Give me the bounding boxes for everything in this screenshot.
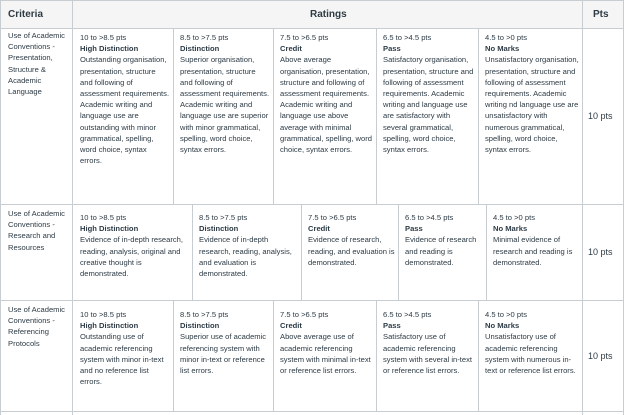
divider: [173, 28, 174, 204]
rating-points: 10 to >8.5 pts: [80, 213, 127, 222]
divider: [0, 204, 624, 205]
rating-cell[interactable]: [80, 212, 189, 279]
rating-points: 4.5 to >0 pts: [485, 33, 528, 42]
rating-description: Minimal evidence of research and reading is demonstrated.: [493, 235, 573, 267]
rating-cell[interactable]: [485, 309, 579, 376]
rating-points: 4.5 to >0 pts: [485, 310, 528, 319]
divider: [478, 28, 479, 204]
divider: [173, 300, 174, 411]
rating-cell[interactable]: [485, 32, 579, 155]
rating-points: 6.5 to >4.5 pts: [383, 310, 432, 319]
divider: [376, 300, 377, 411]
rating-points: 8.5 to >7.5 pts: [180, 33, 229, 42]
criterion-points: 10 pts: [588, 111, 613, 121]
divider: [582, 0, 583, 415]
rating-description: Outstanding use of academic referencing system with minor in-text and no reference list errors.: [80, 332, 164, 387]
rating-points: 7.5 to >6.5 pts: [280, 310, 329, 319]
divider: [398, 204, 399, 300]
rating-description: Evidence of research, reading, and evaluation is demonstrated.: [308, 235, 395, 267]
rating-cell[interactable]: [180, 32, 270, 155]
rating-description: Satisfactory organisation, presentation, structure and following of assessment requirements. Academic writing and language use are satisfactory with several grammatical, spelling, word choice, syntax errors.: [383, 55, 474, 155]
rating-cell[interactable]: [308, 212, 396, 268]
rating-points: 10 to >8.5 pts: [80, 310, 127, 319]
rating-label: Pass: [405, 224, 423, 234]
rating-label: No Marks: [485, 44, 520, 54]
divider: [0, 300, 624, 301]
rating-cell[interactable]: [80, 309, 170, 387]
rating-cell[interactable]: [280, 32, 373, 155]
rating-points: 7.5 to >6.5 pts: [308, 213, 357, 222]
rating-cell[interactable]: [80, 32, 170, 166]
rating-label: Credit: [280, 44, 302, 54]
divider: [0, 411, 624, 412]
pts-header: Pts: [593, 9, 609, 20]
rating-label: Pass: [383, 321, 401, 331]
rating-label: Credit: [308, 224, 330, 234]
divider: [376, 28, 377, 204]
rating-cell[interactable]: [383, 32, 475, 155]
criterion-points: 10 pts: [588, 247, 613, 257]
criterion-points: 10 pts: [588, 351, 613, 361]
rating-label: Distinction: [180, 321, 220, 331]
rating-description: Unsatisfactory organisation, presentation, structure and following of assessment requirements. Academic writing nd language use are unsatisfactory with numerous grammatical, spelling, word choice, syntax errors.: [485, 55, 579, 155]
rating-label: Distinction: [180, 44, 220, 54]
rating-cell[interactable]: [199, 212, 298, 279]
rating-description: Evidence of in-depth research, reading, analysis, original and creative thought is demonstrated.: [80, 235, 183, 279]
rating-description: Unsatisfactory use of academic referencing system with numerous in-text or reference list errors.: [485, 332, 576, 376]
divider: [486, 204, 487, 300]
rating-label: Credit: [280, 321, 302, 331]
ratings-header: Ratings: [310, 9, 347, 20]
rating-points: 6.5 to >4.5 pts: [405, 213, 454, 222]
divider: [273, 300, 274, 411]
criterion-label: Use of Academic Conventions - Presentation, Structure & Academic Language: [8, 31, 65, 97]
rating-label: High Distinction: [80, 44, 139, 54]
divider: [72, 0, 73, 415]
rating-label: Pass: [383, 44, 401, 54]
rating-cell[interactable]: [180, 309, 270, 376]
divider: [0, 0, 1, 415]
rating-label: No Marks: [493, 224, 528, 234]
rating-points: 8.5 to >7.5 pts: [180, 310, 229, 319]
rating-label: High Distinction: [80, 321, 139, 331]
divider: [0, 0, 624, 1]
rating-description: Evidence of research and reading is demonstrated.: [405, 235, 477, 267]
rating-label: High Distinction: [80, 224, 139, 234]
divider: [478, 300, 479, 411]
rating-points: 8.5 to >7.5 pts: [199, 213, 248, 222]
rating-cell[interactable]: [405, 212, 484, 268]
rating-points: 10 to >8.5 pts: [80, 33, 127, 42]
rating-points: 6.5 to >4.5 pts: [383, 33, 432, 42]
rating-description: Superior use of academic referencing system with minor in-text or reference list errors.: [180, 332, 267, 376]
rating-label: Distinction: [199, 224, 239, 234]
rating-description: Superior organisation, presentation, structure and following of assessment requirements. Academic writing and language use are superior with minor grammatical, spelling, word choice, syntax errors.: [180, 55, 270, 155]
rating-description: Above average use of academic referencing system with minimal in-text or reference list errors.: [280, 332, 371, 376]
rating-points: 4.5 to >0 pts: [493, 213, 536, 222]
rating-points: 7.5 to >6.5 pts: [280, 33, 329, 42]
rating-cell[interactable]: [383, 309, 475, 376]
divider: [192, 204, 193, 300]
criteria-header: Criteria: [8, 9, 44, 20]
rating-cell[interactable]: [493, 212, 578, 268]
rating-description: Evidence of in-depth research, reading, analysis, and evaluation is demonstrated.: [199, 235, 292, 279]
rating-description: Satisfactory use of academic referencing system with several in-text or reference list errors.: [383, 332, 473, 376]
divider: [0, 28, 624, 29]
divider: [301, 204, 302, 300]
divider: [273, 28, 274, 204]
rating-description: Above average organisation, presentation, structure and following of assessment requirements. Academic writing and language use above average with minimal grammatical, spelling, word choice, syntax errors.: [280, 55, 373, 155]
rating-description: Outstanding organisation, presentation, structure and following of assessment requirements. Academic writing and language use are outstanding with minor grammatical, spelling, word choice, syntax errors.: [80, 55, 170, 166]
rating-label: No Marks: [485, 321, 520, 331]
criterion-label: Use of Academic Conventions - Research and Resources: [8, 209, 65, 252]
criterion-label: Use of Academic Conventions - Referencing Protocols: [8, 305, 65, 348]
rating-cell[interactable]: [280, 309, 373, 376]
